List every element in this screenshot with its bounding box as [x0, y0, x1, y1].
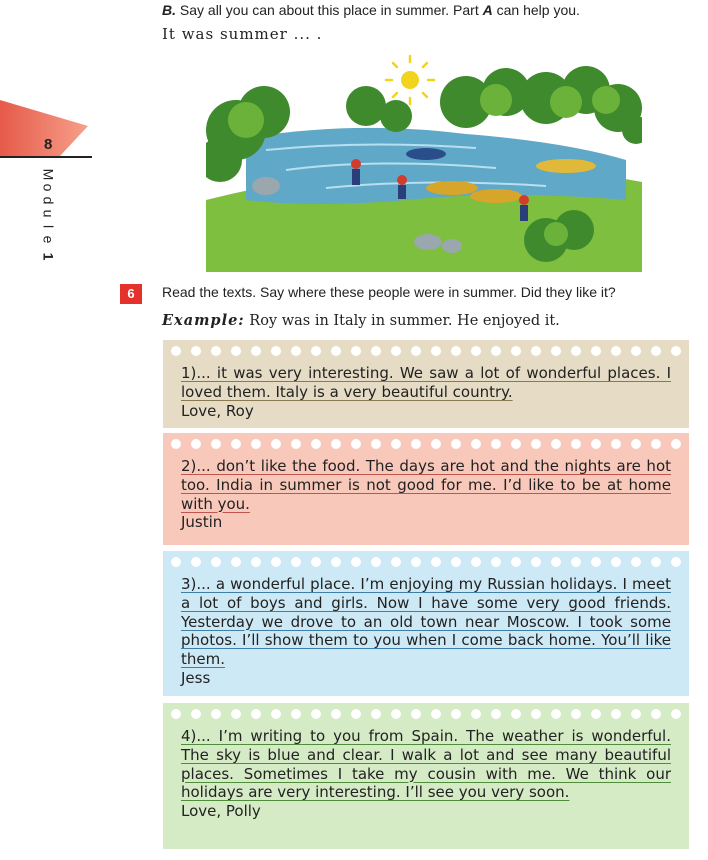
- perforation-hole: [191, 346, 201, 356]
- perforation-hole: [471, 709, 481, 719]
- perforation-hole: [631, 557, 641, 567]
- note-text: [163, 362, 689, 424]
- perforation-hole: [271, 709, 281, 719]
- note-signature: Justin: [181, 513, 223, 532]
- perforation-hole: [551, 557, 561, 567]
- example-text: Roy was in Italy in summer. He enjoyed it.: [244, 313, 560, 329]
- perforation-hole: [551, 346, 561, 356]
- page-divider: [0, 156, 92, 158]
- perforation-hole: [231, 346, 241, 356]
- perforation-hole: [371, 346, 381, 356]
- perforation-hole: [251, 439, 261, 449]
- perforation-hole: [351, 557, 361, 567]
- perforation-hole: [631, 709, 641, 719]
- note-card-justin: [163, 433, 689, 545]
- note-text: [163, 725, 689, 825]
- perforation-hole: [511, 439, 521, 449]
- perforation-hole: [211, 439, 221, 449]
- perforation-hole: [511, 709, 521, 719]
- perforation-hole: [511, 346, 521, 356]
- perforation-hole: [451, 439, 461, 449]
- note-signature: Love, Roy: [181, 401, 254, 420]
- module-label: [40, 168, 60, 263]
- perforation-hole: [651, 346, 661, 356]
- perforation-hole: [211, 557, 221, 567]
- perforation-hole: [571, 557, 581, 567]
- perforation-hole: [571, 346, 581, 356]
- perforation-hole: [351, 709, 361, 719]
- module-letter: e: [40, 235, 57, 244]
- perforation-hole: [191, 557, 201, 567]
- perforation-hole: [371, 439, 381, 449]
- perforation-hole: [671, 557, 681, 567]
- perforation-hole: [311, 439, 321, 449]
- perforation-hole: [671, 709, 681, 719]
- perforation-hole: [511, 557, 521, 567]
- perforation-hole: [331, 346, 341, 356]
- perforation-hole: [391, 557, 401, 567]
- perforation-hole: [271, 439, 281, 449]
- perforation-hole: [311, 346, 321, 356]
- perforation-hole: [311, 557, 321, 567]
- note-body: 3)... a wonderful place. I’m enjoying my Russian holidays. I meet a lot of boys and girls. Now I have some very good friends. Yesterday we drove to an old town near Moscow. I took some photos. I’ll show them to you when I come back home. You’ll like them.: [181, 575, 671, 669]
- exercise-number-badge: 6: [120, 284, 142, 304]
- perforation-hole: [591, 439, 601, 449]
- perforation-hole: [391, 346, 401, 356]
- perforation-hole: [471, 346, 481, 356]
- perforation-hole: [411, 709, 421, 719]
- perforation-hole: [551, 709, 561, 719]
- note-perforation: [163, 557, 689, 573]
- perforation-hole: [531, 439, 541, 449]
- perforation-hole: [651, 709, 661, 719]
- perforation-hole: [651, 557, 661, 567]
- perforation-hole: [171, 709, 181, 719]
- summer-lake-scene-illustration: [206, 50, 642, 272]
- perforation-hole: [611, 557, 621, 567]
- module-letter: d: [40, 196, 57, 205]
- example-line: [162, 312, 560, 329]
- summer-prompt: It was summer ... .: [162, 25, 323, 43]
- perforation-hole: [431, 439, 441, 449]
- exercise-instruction: Read the texts. Say where these people were in summer. Did they like it?: [162, 284, 616, 300]
- note-perforation: [163, 439, 689, 455]
- note-body: 4)... I’m writing to you from Spain. The weather is wonderful. The sky is blue and clear. I walk a lot and see many beautiful places. Sometimes I take my cousin with me. We think our holidays are very interesting. I’ll see you very soon.: [181, 727, 671, 802]
- perforation-hole: [671, 346, 681, 356]
- task-b-label: B.: [162, 2, 176, 18]
- perforation-hole: [491, 557, 501, 567]
- note-text: [163, 573, 689, 692]
- perforation-hole: [631, 346, 641, 356]
- perforation-hole: [391, 439, 401, 449]
- task-b-part: A: [482, 2, 493, 18]
- perforation-hole: [531, 709, 541, 719]
- perforation-hole: [611, 709, 621, 719]
- task-b-text: Say all you can about this place in summer. Part: [176, 2, 483, 18]
- perforation-hole: [231, 709, 241, 719]
- perforation-hole: [591, 557, 601, 567]
- perforation-hole: [411, 557, 421, 567]
- note-card-roy: [163, 340, 689, 428]
- perforation-hole: [291, 709, 301, 719]
- task-b-instruction: [162, 2, 580, 18]
- task-b-text-end: can help you.: [492, 2, 580, 18]
- perforation-hole: [451, 557, 461, 567]
- perforation-hole: [471, 439, 481, 449]
- perforation-hole: [271, 346, 281, 356]
- perforation-hole: [431, 346, 441, 356]
- perforation-hole: [191, 709, 201, 719]
- perforation-hole: [291, 439, 301, 449]
- perforation-hole: [291, 346, 301, 356]
- perforation-hole: [371, 557, 381, 567]
- perforation-hole: [351, 346, 361, 356]
- perforation-hole: [331, 557, 341, 567]
- perforation-hole: [171, 346, 181, 356]
- perforation-hole: [571, 709, 581, 719]
- perforation-hole: [451, 709, 461, 719]
- perforation-hole: [471, 557, 481, 567]
- perforation-hole: [551, 439, 561, 449]
- perforation-hole: [271, 557, 281, 567]
- note-card-polly: [163, 703, 689, 849]
- module-letter: o: [40, 183, 57, 192]
- perforation-hole: [351, 439, 361, 449]
- note-perforation: [163, 346, 689, 362]
- note-body: 2)... don’t like the food. The days are hot and the nights are hot too. India in summer is not good for me. I’d like to be at home with you.: [181, 457, 671, 513]
- perforation-hole: [411, 439, 421, 449]
- perforation-hole: [251, 346, 261, 356]
- example-label: Example:: [162, 312, 245, 329]
- module-letter: M: [40, 168, 57, 181]
- perforation-hole: [211, 709, 221, 719]
- perforation-hole: [311, 709, 321, 719]
- perforation-hole: [231, 557, 241, 567]
- perforation-hole: [251, 557, 261, 567]
- perforation-hole: [231, 439, 241, 449]
- perforation-hole: [531, 557, 541, 567]
- perforation-hole: [491, 439, 501, 449]
- module-number: 1: [40, 252, 57, 261]
- note-body: 1)... it was very interesting. We saw a lot of wonderful places. I loved them. Italy is a very beautiful country.: [181, 364, 671, 401]
- perforation-hole: [591, 709, 601, 719]
- note-perforation: [163, 709, 689, 725]
- perforation-hole: [491, 346, 501, 356]
- module-letter: l: [40, 224, 57, 229]
- perforation-hole: [331, 709, 341, 719]
- perforation-hole: [251, 709, 261, 719]
- perforation-hole: [371, 709, 381, 719]
- perforation-hole: [611, 439, 621, 449]
- perforation-hole: [431, 709, 441, 719]
- page-number: 8: [44, 136, 53, 153]
- note-signature: Love, Polly: [181, 802, 261, 821]
- perforation-hole: [451, 346, 461, 356]
- perforation-hole: [531, 346, 541, 356]
- perforation-hole: [211, 346, 221, 356]
- perforation-hole: [651, 439, 661, 449]
- perforation-hole: [291, 557, 301, 567]
- perforation-hole: [171, 439, 181, 449]
- perforation-hole: [591, 346, 601, 356]
- perforation-hole: [171, 557, 181, 567]
- perforation-hole: [331, 439, 341, 449]
- perforation-hole: [571, 439, 581, 449]
- perforation-hole: [491, 709, 501, 719]
- perforation-hole: [411, 346, 421, 356]
- perforation-hole: [611, 346, 621, 356]
- note-text: [163, 455, 689, 536]
- note-signature: Jess: [181, 668, 211, 687]
- perforation-hole: [391, 709, 401, 719]
- module-letter: u: [40, 209, 57, 218]
- perforation-hole: [431, 557, 441, 567]
- perforation-hole: [191, 439, 201, 449]
- perforation-hole: [671, 439, 681, 449]
- perforation-hole: [631, 439, 641, 449]
- note-card-jess: [163, 551, 689, 696]
